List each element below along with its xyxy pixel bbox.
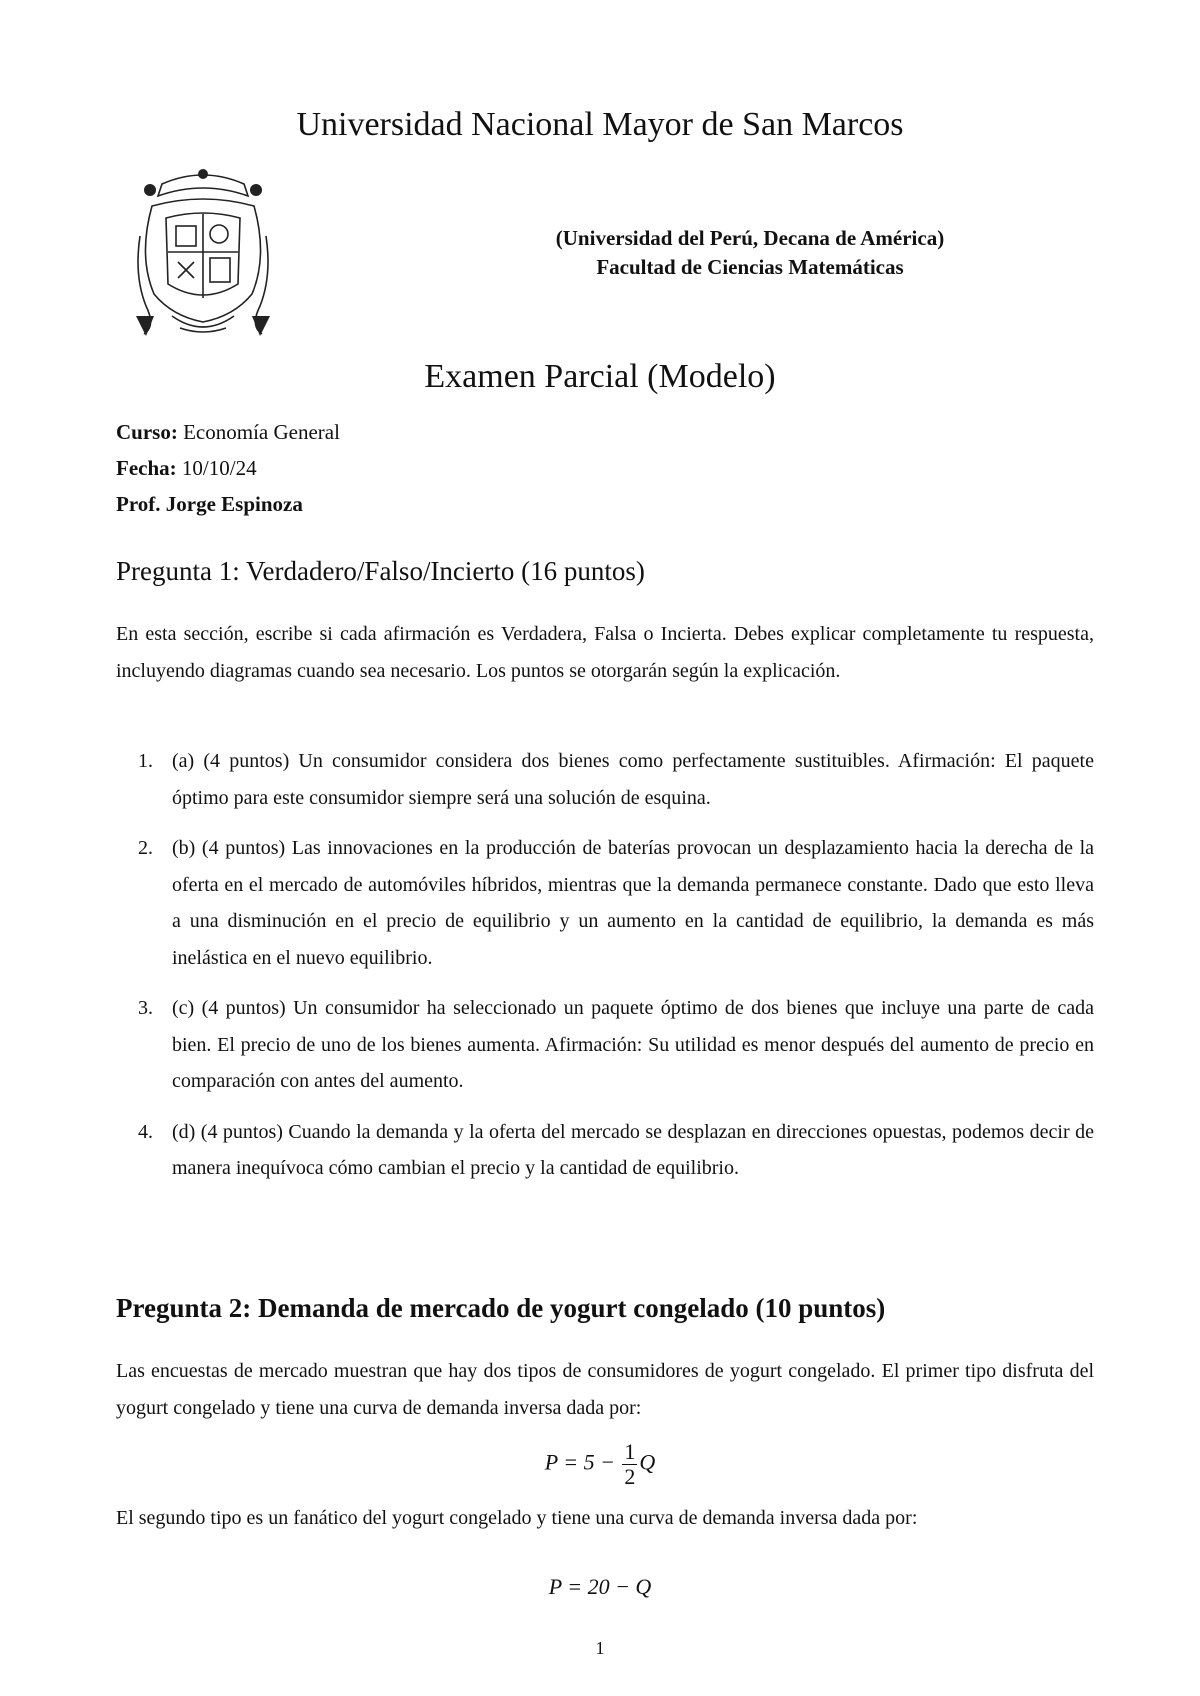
question-2-heading: Pregunta 2: Demanda de mercado de yogurt congelado (10 puntos) [116, 1293, 886, 1323]
date-value: 10/10/24 [181, 456, 257, 480]
item-text: (c) (4 puntos) Un consumidor ha seleccionado un paquete óptimo de dos bienes que incluye una parte de cada bien. El precio de uno de los bienes aumenta. Afirmación: Su utilidad es menor después del aumento de precio en comparación con antes del aumento. [172, 997, 1094, 1092]
course-line [116, 420, 340, 445]
item-text: (a) (4 puntos) Un consumidor considera dos bienes como perfectamente sustituibles. Afirmación: El paquete óptimo para este consumidor siempre será una solución de esquina. [172, 750, 1094, 809]
item-text: (d) (4 puntos) Cuando la demanda y la oferta del mercado se desplazan en direcciones opuestas, podemos decir de manera inequívoca cómo cambian el precio y la cantidad de equilibrio. [172, 1120, 1094, 1179]
university-seal-icon [132, 166, 274, 338]
university-name: Universidad Nacional Mayor de San Marcos [296, 106, 904, 143]
question-1-heading: Pregunta 1: Verdadero/Falso/Incierto (16 puntos) [116, 556, 645, 586]
list-item [116, 830, 1094, 976]
item-number: 2. [138, 837, 153, 859]
date-label: Fecha: [116, 456, 177, 480]
list-item [116, 743, 1094, 816]
course-label: Curso: [116, 420, 178, 444]
fraction-numerator: 1 [624, 1439, 636, 1464]
page-number: 1 [595, 1638, 605, 1658]
fraction [622, 1440, 637, 1489]
professor-line [116, 492, 303, 517]
item-number: 1. [138, 750, 153, 772]
list-item [116, 990, 1094, 1100]
university-subtitle: (Universidad del Perú, Decana de América) [555, 226, 945, 250]
equation-left: P = 5 − [544, 1449, 615, 1475]
equation-demand-type-1 [0, 1440, 1200, 1498]
professor-name: Prof. Jorge Espinoza [116, 492, 303, 516]
item-text: (b) (4 puntos) Las innovaciones en la producción de baterías provocan un desplazamiento hacia la derecha de la oferta en el mercado de automóviles híbridos, mientras que la demanda permanece constante. Dado que esto lleva a una disminución en el precio de equilibrio y un aumento en la cantidad de equilibrio, la demanda es más inelástica en el nuevo equilibrio. [172, 837, 1094, 969]
faculty-name: Facultad de Ciencias Matemáticas [596, 255, 904, 279]
item-number: 3. [138, 997, 153, 1019]
fraction-denominator: 2 [624, 1464, 636, 1489]
exam-title: Examen Parcial (Modelo) [424, 358, 776, 395]
equation-right: Q [639, 1449, 656, 1475]
course-value: Economía General [183, 420, 340, 444]
question-1-items [116, 743, 1094, 1201]
question-1-intro: En esta sección, escribe si cada afirmación es Verdadera, Falsa o Incierta. Debes explicar completamente tu respuesta, incluyendo diagramas cuando sea necesario. Los puntos se otorgarán según la explicación. [116, 623, 1094, 682]
equation-demand-type-2: P = 20 − Q [548, 1574, 652, 1599]
item-number: 4. [138, 1120, 153, 1143]
list-item [116, 1114, 1094, 1187]
question-2-intro: Las encuestas de mercado muestran que hay dos tipos de consumidores de yogurt congelado. El primer tipo disfruta del yogurt congelado y tiene una curva de demanda inversa dada por: [116, 1360, 1094, 1419]
question-2-second-type: El segundo tipo es un fanático del yogurt congelado y tiene una curva de demanda inversa dada por: [116, 1507, 918, 1529]
date-line [116, 456, 257, 481]
